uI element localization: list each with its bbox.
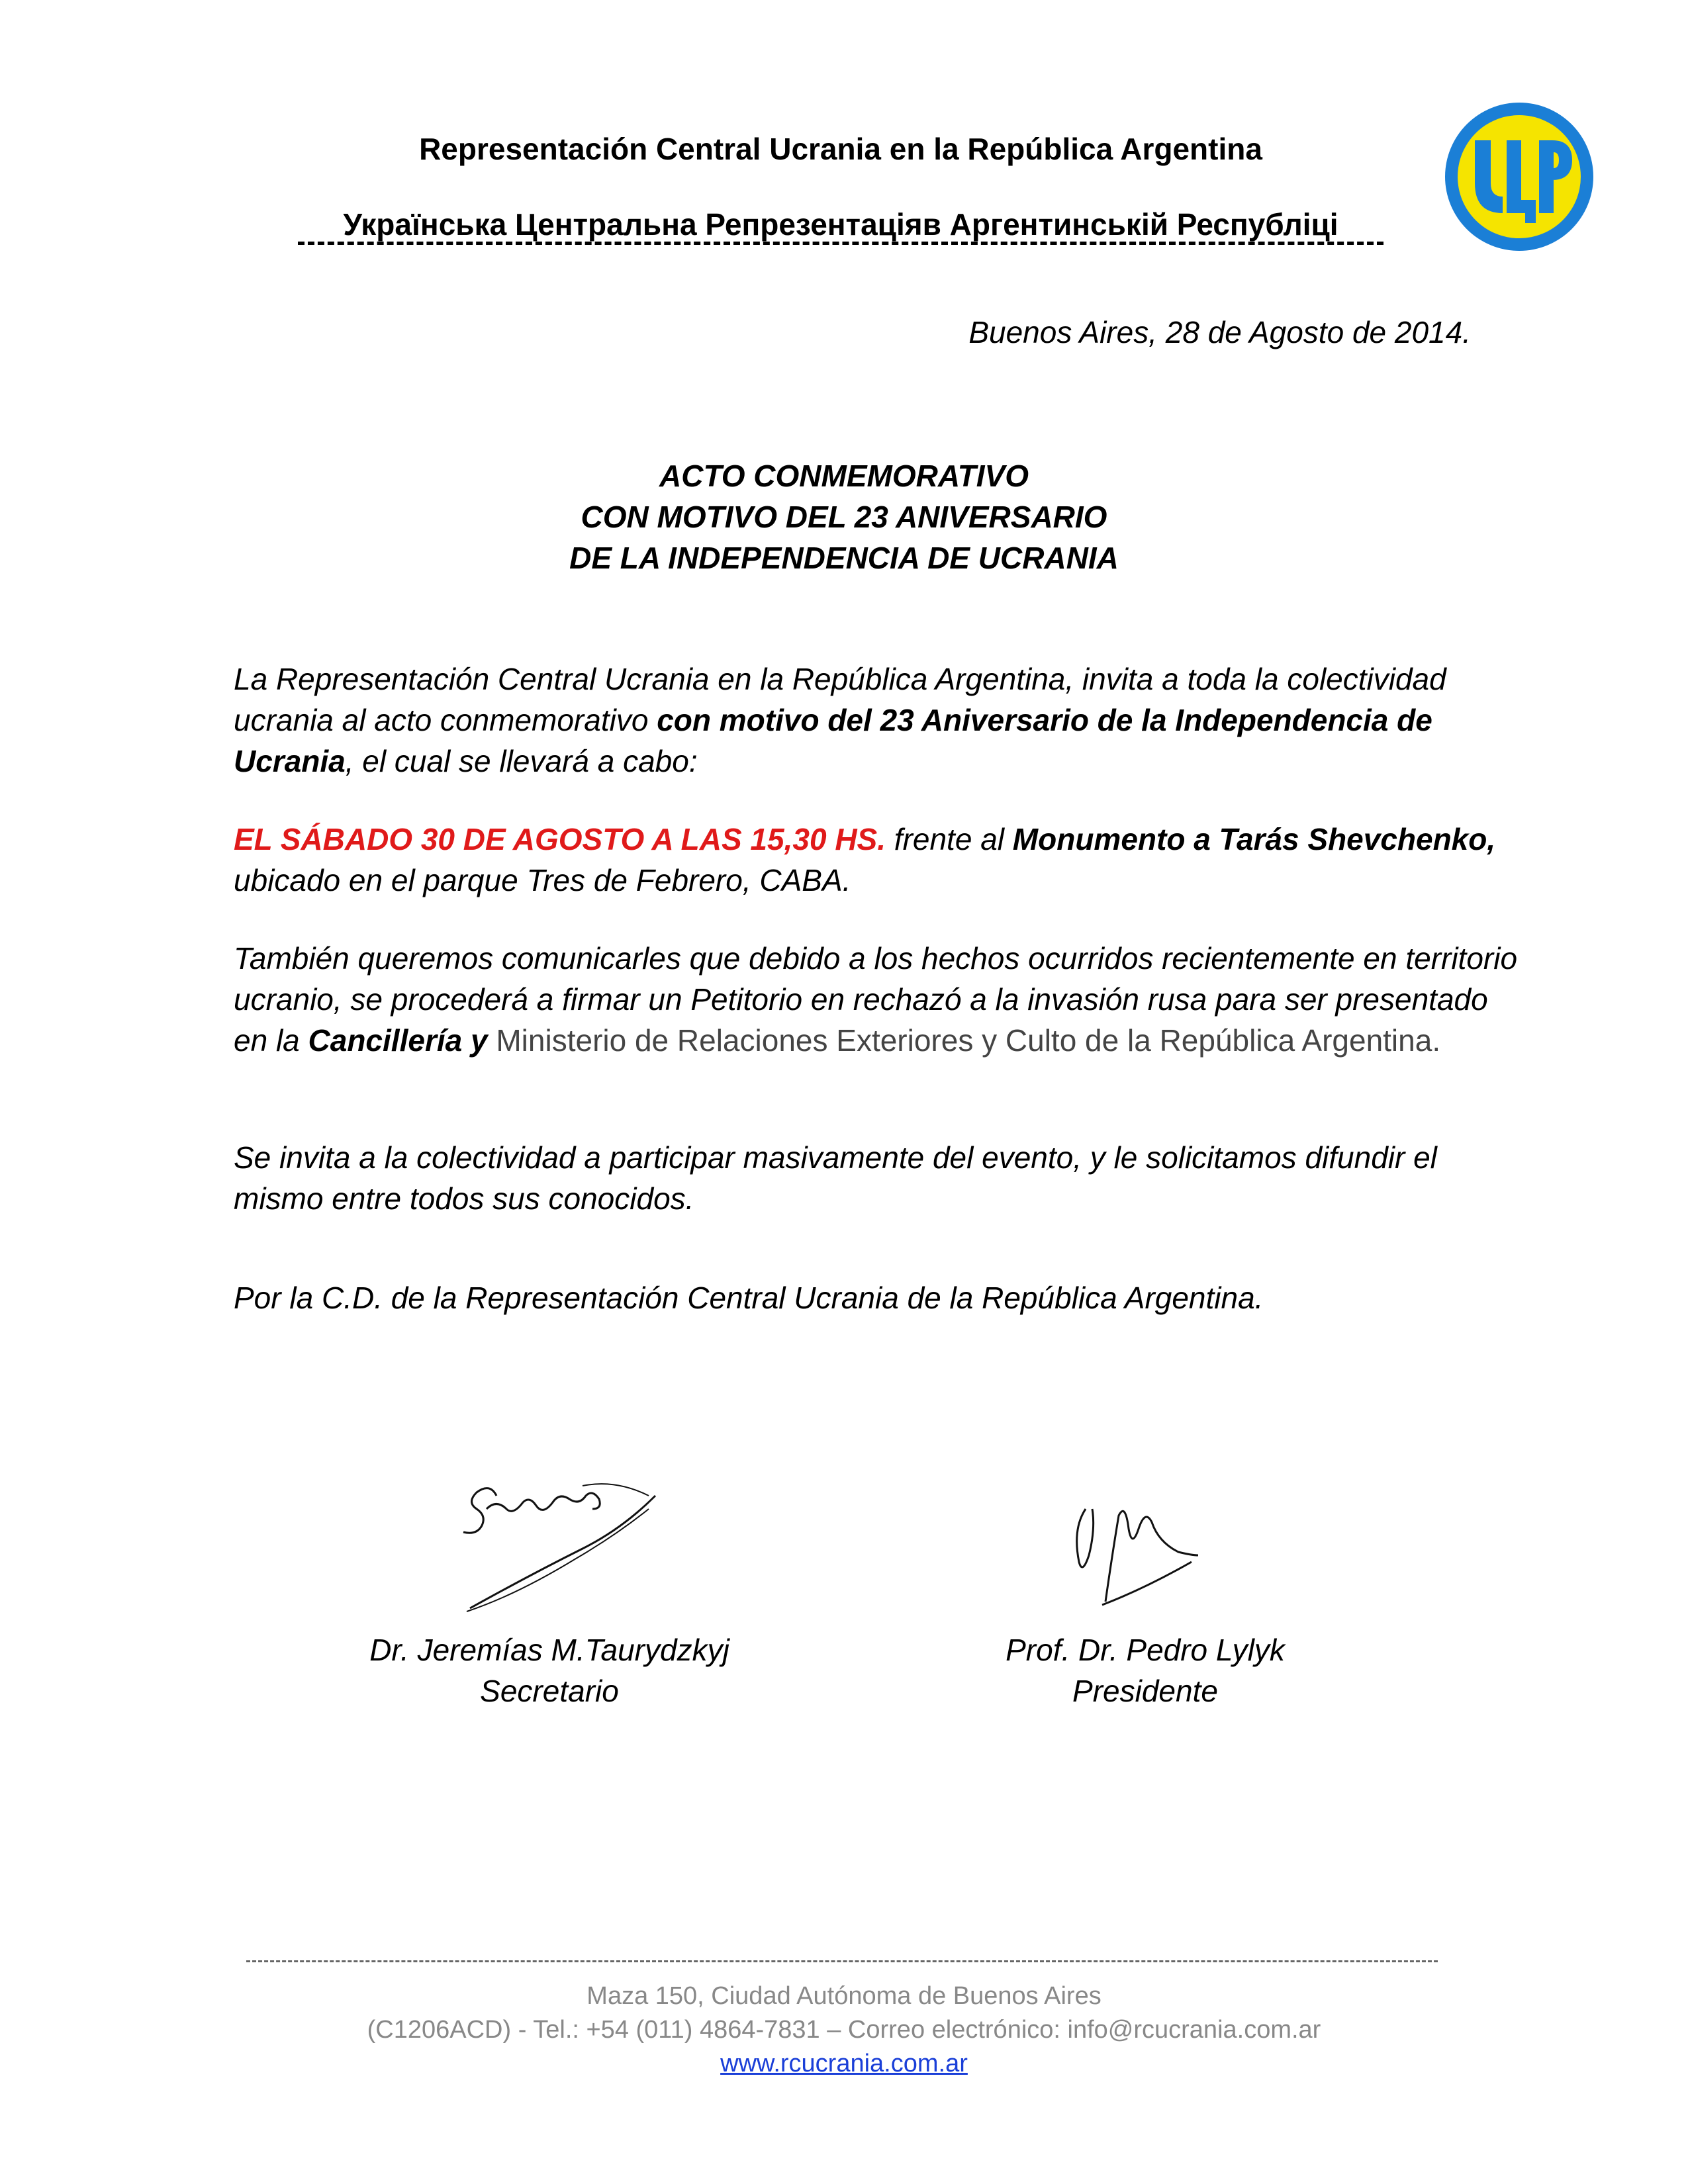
website-link[interactable]: www.rcucrania.com.ar <box>720 2050 968 2077</box>
paragraph-participation: Se invita a la colectividad a participar masivamente del evento, y le solicitamos difundir el mismo entre todos sus conocidos. <box>234 1140 1437 1216</box>
secretary-name: Dr. Jeremías M.Taurydzkyj <box>369 1633 729 1667</box>
invitation-reason: con motivo del 23 Aniversario de la Independencia de Ucrania <box>234 703 1432 778</box>
event-title-line-1: ACTO CONMEMORATIVO <box>659 459 1029 493</box>
footer-divider <box>246 1960 1438 1966</box>
footer-address: Maza 150, Ciudad Autónoma de Buenos Aires <box>586 1982 1102 2010</box>
header-divider <box>298 242 1383 250</box>
event-location: Monumento a Tarás Shevchenko, <box>1012 822 1496 856</box>
header-title-ukrainian: Українська Центральна Репрезентаціяв Аргентинській Республіці <box>343 207 1338 242</box>
paragraph-petition <box>234 938 1524 1061</box>
letter-date: Buenos Aires, 28 de Agosto de 2014. <box>968 315 1471 349</box>
signatory-president <box>880 1629 1410 1711</box>
petition-chancellery: Cancillería y <box>308 1023 488 1058</box>
petition-ministry: Ministerio de Relaciones Exteriores y Culto de la República Argentina. <box>487 1023 1441 1058</box>
invitation-tail: , el cual se llevará a cabo: <box>345 744 698 778</box>
header-title-spanish: Representación Central Ucrania en la República Argentina <box>419 132 1262 166</box>
president-name: Prof. Dr. Pedro Lylyk <box>1006 1633 1285 1667</box>
footer-contact: (C1206ACD) - Tel.: +54 (011) 4864-7831 – Correo electrónico: info@rcucrania.com.ar <box>367 2016 1321 2044</box>
footer-website-line <box>182 2050 1506 2078</box>
event-title-line-2: CON MOTIVO DEL 23 ANIVERSARIO <box>581 500 1107 534</box>
event-title-line-3: DE LA INDEPENDENCIA DE UCRANIA <box>569 541 1119 575</box>
secretary-role: Secretario <box>480 1674 619 1708</box>
organization-logo <box>1443 101 1595 253</box>
invitation-text: La Representación Central Ucrania en la República Argentina, invita a toda la colectividad ucrania al acto conmemorativo <box>234 662 1446 737</box>
paragraph-event-details <box>234 819 1524 901</box>
signatory-secretary <box>285 1629 814 1711</box>
paragraph-invitation <box>234 659 1524 782</box>
signature-president <box>1066 1489 1211 1615</box>
petition-text: También queremos comunicarles que debido a los hechos ocurridos recientemente en territorio ucranio, se procederá a firmar un Petitorio en rechazó a la invasión rusa para ser presentado en la <box>234 941 1518 1058</box>
event-location-detail: ubicado en el parque Tres de Febrero, CABA. <box>234 863 851 897</box>
event-datetime: EL SÁBADO 30 DE AGOSTO A LAS 15,30 HS. <box>234 822 886 856</box>
paragraph-closing: Por la C.D. de la Representación Central Ucrania de la República Argentina. <box>234 1281 1264 1315</box>
president-role: Presidente <box>1072 1674 1218 1708</box>
event-preposition: frente al <box>886 822 1013 856</box>
signature-secretary <box>450 1469 669 1621</box>
